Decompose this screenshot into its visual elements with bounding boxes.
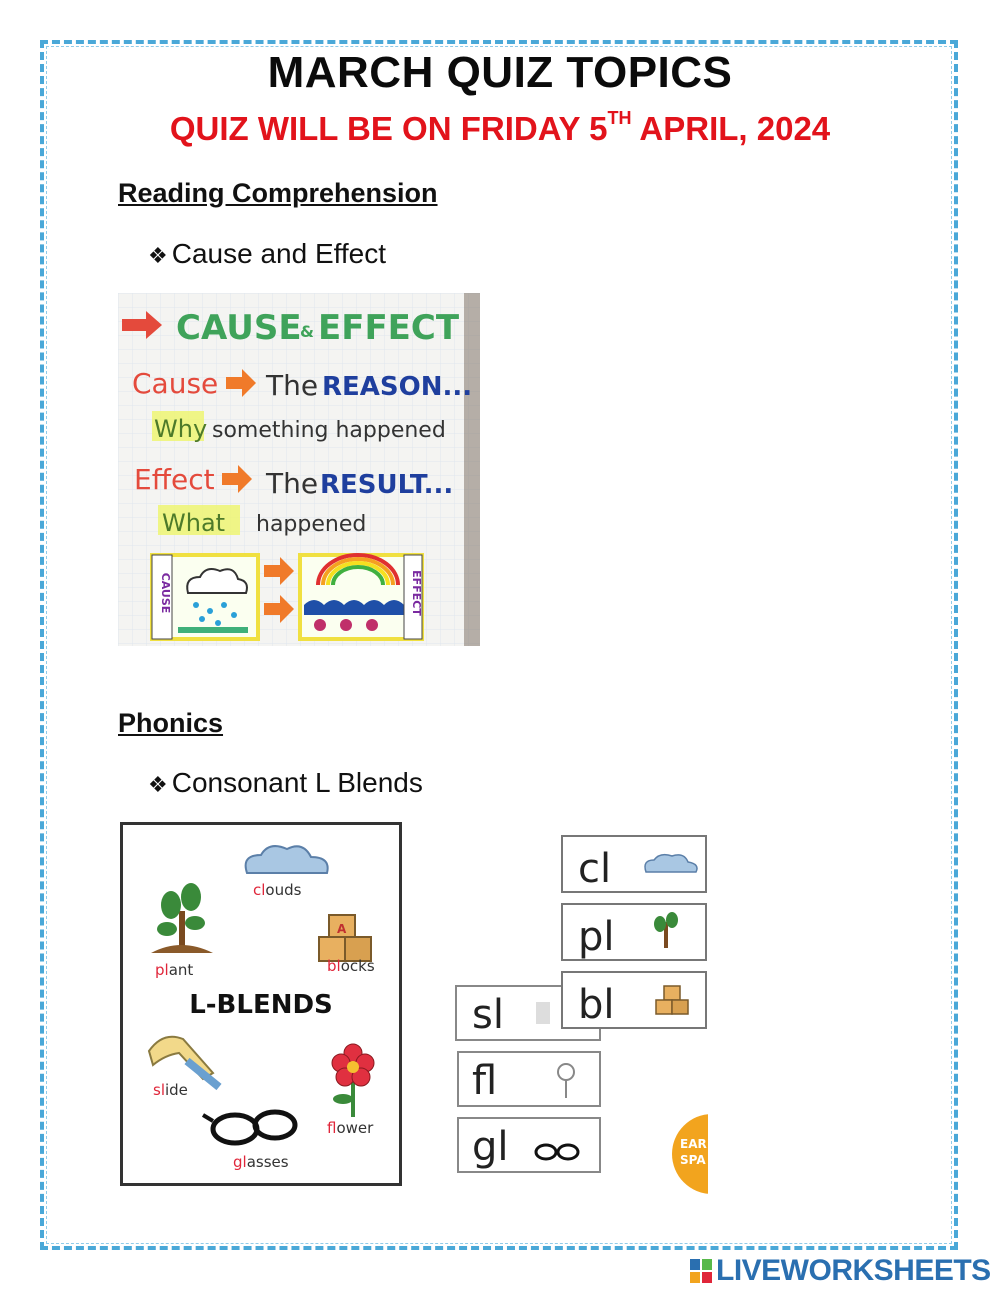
topic-item-cause-effect	[148, 238, 386, 270]
svg-text:flower	[327, 1119, 374, 1137]
svg-text:A: A	[337, 922, 347, 936]
topic-item-l-blends	[148, 767, 423, 799]
quiz-date-subtitle	[0, 110, 1000, 148]
subtitle-text-end: APRIL, 2024	[631, 110, 831, 147]
liveworksheets-logo[interactable]	[690, 1253, 991, 1289]
word-blend-plant: pl	[155, 961, 169, 979]
l-blends-strip-cards-image	[450, 826, 708, 1194]
subtitle-superscript: TH	[607, 108, 632, 128]
strip-fl: fl	[472, 1058, 498, 1104]
section-heading-phonics: Phonics	[118, 708, 224, 738]
strip-sl: sl	[472, 992, 504, 1038]
word-rest-clouds: ouds	[265, 881, 302, 899]
chart-what-rest: happened	[256, 512, 367, 537]
chart-title-ampersand: &	[300, 322, 314, 341]
svg-text:glasses	[233, 1153, 289, 1171]
chart-side-effect: EFFECT	[410, 570, 423, 616]
chart-title-effect: EFFECT	[318, 308, 460, 348]
svg-text:blocks	[327, 957, 375, 975]
strip-cl: cl	[578, 846, 612, 892]
diamond-bullet-icon: ❖	[148, 772, 168, 797]
word-rest-flower: ower	[336, 1119, 374, 1137]
chart-cause-word: Cause	[132, 367, 219, 400]
corner-logo-text-2: SPA	[680, 1153, 706, 1167]
word-blend-glasses: gl	[233, 1153, 247, 1171]
word-blend-blocks: bl	[327, 957, 341, 975]
subtitle-text: QUIZ WILL BE ON FRIDAY 5	[169, 110, 608, 147]
chart-reason: REASON...	[322, 372, 473, 402]
cause-effect-anchor-chart-image	[118, 293, 480, 646]
word-rest-glasses: asses	[246, 1153, 289, 1171]
page-title: MARCH QUIZ TOPICS	[267, 48, 733, 97]
chart-effect-word: Effect	[134, 463, 215, 496]
svg-text:plant	[155, 961, 193, 979]
strip-gl: gl	[472, 1124, 509, 1170]
word-rest-slide: ide	[164, 1081, 188, 1099]
svg-text:slide	[153, 1081, 188, 1099]
chart-side-cause: CAUSE	[159, 572, 172, 614]
word-rest-plant: ant	[168, 961, 194, 979]
chart-the-2: The	[266, 467, 319, 500]
l-blends-poster-title: L-BLENDS	[189, 990, 333, 1020]
liveworksheets-logo-icon	[690, 1259, 712, 1283]
word-blend-flower: fl	[327, 1119, 337, 1137]
chart-title-cause: CAUSE	[176, 308, 302, 348]
l-blends-poster-image	[120, 822, 402, 1186]
strip-bl: bl	[578, 982, 615, 1028]
chart-why-rest: something happened	[212, 418, 446, 443]
corner-logo-text-1: EAR	[680, 1137, 707, 1151]
chart-the-1: The	[266, 369, 319, 402]
chart-why: Why	[154, 415, 208, 443]
chart-result: RESULT...	[320, 470, 454, 500]
strip-pl: pl	[578, 914, 615, 960]
topic-label: Cause and Effect	[171, 238, 387, 269]
chart-what: What	[162, 509, 226, 537]
section-heading-reading: Reading Comprehension	[118, 178, 438, 208]
word-blend-slide: sl	[153, 1081, 165, 1099]
word-rest-blocks: ocks	[340, 957, 375, 975]
liveworksheets-brand-text: LIVEWORKSHEETS	[716, 1254, 991, 1287]
word-blend-clouds: cl	[253, 881, 266, 899]
topic-label: Consonant L Blends	[171, 767, 423, 798]
svg-text:clouds	[253, 881, 302, 899]
diamond-bullet-icon: ❖	[148, 243, 168, 268]
